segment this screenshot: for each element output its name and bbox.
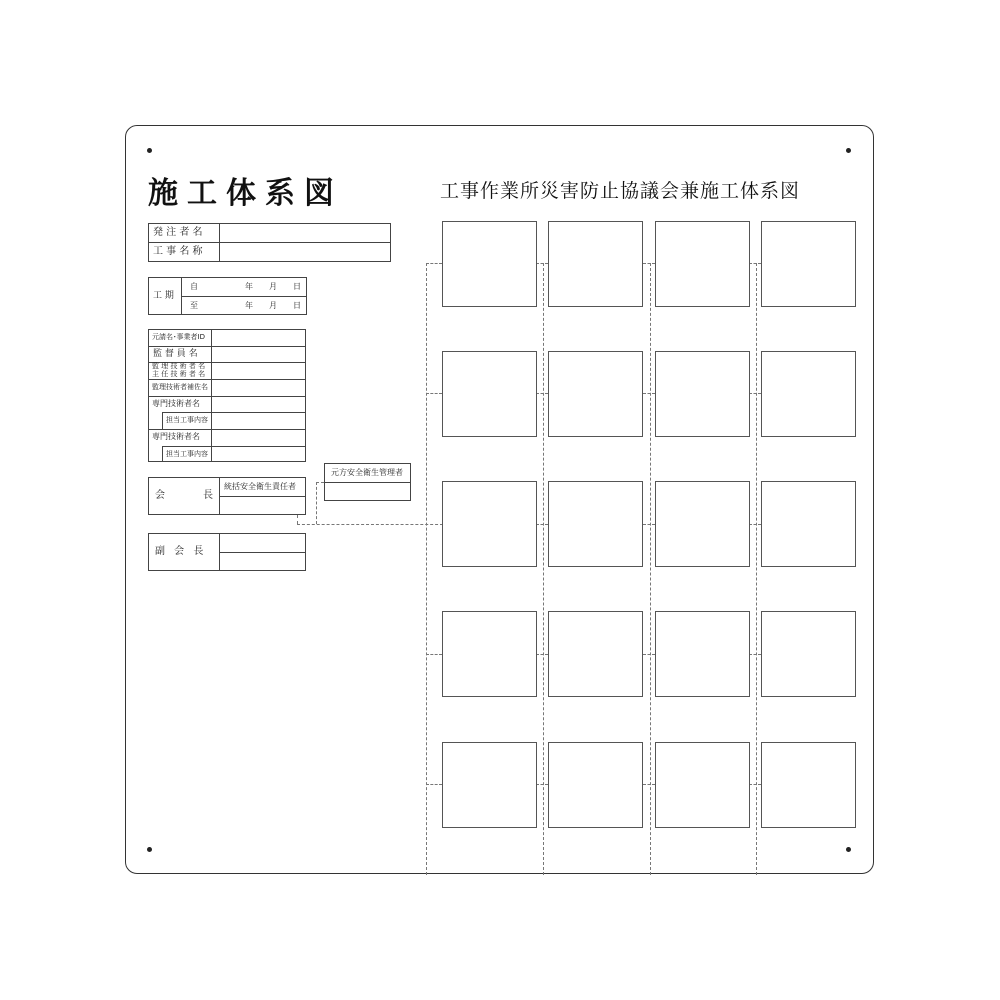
- connector-line: [426, 263, 442, 264]
- period-to-month-label: 月: [269, 301, 277, 310]
- orderer-field[interactable]: [220, 224, 390, 241]
- mounting-hole-bottom-left: [147, 847, 152, 852]
- subcontractor-frame[interactable]: [761, 351, 856, 437]
- assistant-label: 監理技術者補佐名: [152, 383, 208, 391]
- page-subtitle: 工事作業所災害防止協議会兼施工体系図: [440, 180, 801, 202]
- mounting-hole-top-right: [846, 148, 851, 153]
- connector-line: [297, 515, 298, 524]
- scope-label-1: 担当工事内容: [166, 416, 208, 424]
- specialist-label-2: 専門技術者名: [152, 432, 200, 441]
- subcontractor-frame[interactable]: [548, 481, 643, 567]
- period-from-label: 自: [190, 282, 198, 291]
- connector-line: [643, 393, 655, 394]
- supervisor-label: 監 督 員 名: [153, 349, 198, 359]
- engineer-label-1: 監 理 技 術 者 名: [152, 362, 206, 370]
- connector-line: [536, 263, 548, 264]
- subcontractor-frame[interactable]: [442, 611, 537, 697]
- connector-line: [536, 654, 548, 655]
- connector-line: [426, 784, 442, 785]
- connector-line: [297, 524, 443, 525]
- period-from-month-label: 月: [269, 282, 277, 291]
- subcontractor-frame[interactable]: [442, 481, 537, 567]
- subcontractor-frame[interactable]: [442, 221, 537, 307]
- subcontractor-frame[interactable]: [655, 351, 750, 437]
- subcontractor-frame[interactable]: [442, 742, 537, 828]
- engineer-label-2: 主 任 技 術 者 名: [152, 370, 206, 378]
- connector-line: [749, 654, 761, 655]
- period-from-day-label: 日: [293, 282, 301, 291]
- connector-line: [316, 482, 317, 524]
- subcontractor-frame[interactable]: [548, 221, 643, 307]
- prime-safety-manager-label: 元方安全衛生管理者: [331, 468, 403, 477]
- connector-line: [536, 784, 548, 785]
- project-name-label: 工 事 名 称: [153, 246, 203, 257]
- period-to-year-label: 年: [245, 301, 253, 310]
- subcontractor-frame[interactable]: [655, 742, 750, 828]
- connector-line: [426, 393, 442, 394]
- connector-line: [536, 393, 548, 394]
- connector-line: [316, 482, 324, 483]
- subcontractor-frame[interactable]: [655, 221, 750, 307]
- subcontractor-frame[interactable]: [761, 611, 856, 697]
- connector-line: [643, 524, 655, 525]
- chair-label: 会: [155, 490, 165, 501]
- connector-line: [643, 263, 655, 264]
- contractor-id-label: 元請名･事業者ID: [152, 333, 205, 341]
- page-title: 施工体系図: [148, 176, 343, 211]
- subcontractor-frame[interactable]: [548, 742, 643, 828]
- period-to-label: 至: [190, 301, 198, 310]
- subcontractor-frame[interactable]: [761, 742, 856, 828]
- subcontractor-frame[interactable]: [442, 351, 537, 437]
- project-name-field[interactable]: [220, 243, 390, 261]
- connector-line: [643, 784, 655, 785]
- chair-label-2: 長: [203, 490, 213, 501]
- period-to-day-label: 日: [293, 301, 301, 310]
- subcontractor-frame[interactable]: [655, 611, 750, 697]
- specialist-label-1: 専門技術者名: [152, 399, 200, 408]
- subcontractor-frame[interactable]: [761, 221, 856, 307]
- connector-line: [749, 784, 761, 785]
- subcontractor-frame[interactable]: [548, 351, 643, 437]
- safety-officer-label: 統括安全衛生責任者: [224, 482, 296, 491]
- connector-line: [536, 524, 548, 525]
- period-label: 工 期: [153, 291, 174, 301]
- mounting-hole-bottom-right: [846, 847, 851, 852]
- period-from-year-label: 年: [245, 282, 253, 291]
- scope-label-2: 担当工事内容: [166, 450, 208, 458]
- connector-line: [426, 654, 442, 655]
- connector-line: [749, 393, 761, 394]
- subcontractor-frame[interactable]: [548, 611, 643, 697]
- orderer-label: 発 注 者 名: [153, 227, 203, 238]
- connector-line: [749, 263, 761, 264]
- subcontractor-frame[interactable]: [655, 481, 750, 567]
- connector-line: [643, 654, 655, 655]
- vice-chair-label: 副 会 長: [155, 546, 207, 557]
- subcontractor-frame[interactable]: [761, 481, 856, 567]
- mounting-hole-top-left: [147, 148, 152, 153]
- connector-line: [749, 524, 761, 525]
